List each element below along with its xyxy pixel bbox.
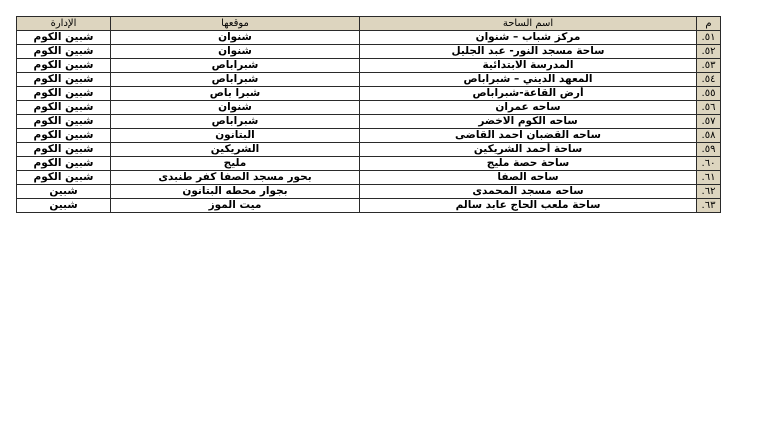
- square-name-cell: ساحه القضبان احمد القاضى: [360, 129, 697, 143]
- square-name-cell: أرض القاعة-شبراباص: [360, 87, 697, 101]
- header-num: م: [697, 17, 721, 31]
- location-cell: الشريكين: [111, 143, 360, 157]
- square-name-cell: ساحه الصفا: [360, 171, 697, 185]
- square-name-cell: المدرسة الابتدائية: [360, 59, 697, 73]
- square-name-cell: ساحة حصة مليج: [360, 157, 697, 171]
- row-number-cell: ٦١.: [697, 171, 721, 185]
- admin-cell: شبين الكوم: [17, 31, 111, 45]
- table-row: [17, 87, 721, 101]
- location-cell: شبراباص: [111, 59, 360, 73]
- row-number-cell: ٥٥.: [697, 87, 721, 101]
- document-page: [16, 16, 720, 213]
- row-number-cell: ٥٦.: [697, 101, 721, 115]
- location-cell: بجوار محطه البتانون: [111, 185, 360, 199]
- table-row: [17, 185, 721, 199]
- table-row: [17, 143, 721, 157]
- square-name-cell: المعهد الديني – شبراباص: [360, 73, 697, 87]
- table-row: [17, 115, 721, 129]
- admin-cell: شبين الكوم: [17, 171, 111, 185]
- location-cell: مليج: [111, 157, 360, 171]
- table-row: [17, 31, 721, 45]
- table-row: [17, 59, 721, 73]
- admin-cell: شبين الكوم: [17, 73, 111, 87]
- admin-cell: شبين الكوم: [17, 59, 111, 73]
- location-cell: شنوان: [111, 101, 360, 115]
- square-name-cell: ساحه عمران: [360, 101, 697, 115]
- table-body: [17, 31, 721, 213]
- square-name-cell: ساحة ملعب الحاج عابد سالم: [360, 199, 697, 213]
- square-name-cell: ساحة مسجد النور- عبد الجليل: [360, 45, 697, 59]
- table-row: [17, 171, 721, 185]
- location-cell: ميت الموز: [111, 199, 360, 213]
- squares-table: [16, 16, 721, 213]
- table-row: [17, 129, 721, 143]
- admin-cell: شبين الكوم: [17, 157, 111, 171]
- table-row: [17, 73, 721, 87]
- square-name-cell: مركز شباب – شنوان: [360, 31, 697, 45]
- row-number-cell: ٥٢.: [697, 45, 721, 59]
- admin-cell: شبين الكوم: [17, 129, 111, 143]
- square-name-cell: ساحه مسجد المحمدى: [360, 185, 697, 199]
- admin-cell: شبين الكوم: [17, 143, 111, 157]
- location-cell: شبراباص: [111, 73, 360, 87]
- admin-cell: شبين الكوم: [17, 45, 111, 59]
- header-admin: الإدارة: [17, 17, 111, 31]
- header-location: موقعها: [111, 17, 360, 31]
- table-row: [17, 157, 721, 171]
- table-row: [17, 101, 721, 115]
- location-cell: بحور مسجد الصفا كفر طنبدى: [111, 171, 360, 185]
- row-number-cell: ٦٠.: [697, 157, 721, 171]
- admin-cell: شبين الكوم: [17, 87, 111, 101]
- table-row: [17, 199, 721, 213]
- location-cell: شبراباص: [111, 115, 360, 129]
- row-number-cell: ٥٤.: [697, 73, 721, 87]
- row-number-cell: ٥٣.: [697, 59, 721, 73]
- location-cell: شبرا باص: [111, 87, 360, 101]
- table-header-row: [17, 17, 721, 31]
- admin-cell: شبين: [17, 199, 111, 213]
- location-cell: شنوان: [111, 31, 360, 45]
- table-row: [17, 45, 721, 59]
- row-number-cell: ٥٨.: [697, 129, 721, 143]
- admin-cell: شبين: [17, 185, 111, 199]
- row-number-cell: ٥٧.: [697, 115, 721, 129]
- location-cell: البتانون: [111, 129, 360, 143]
- square-name-cell: ساحة أحمد الشريكين: [360, 143, 697, 157]
- row-number-cell: ٦٣.: [697, 199, 721, 213]
- row-number-cell: ٥١.: [697, 31, 721, 45]
- admin-cell: شبين الكوم: [17, 101, 111, 115]
- row-number-cell: ٦٢.: [697, 185, 721, 199]
- header-name: اسم الساحة: [360, 17, 697, 31]
- square-name-cell: ساحه الكوم الاخضر: [360, 115, 697, 129]
- location-cell: شنوان: [111, 45, 360, 59]
- row-number-cell: ٥٩.: [697, 143, 721, 157]
- admin-cell: شبين الكوم: [17, 115, 111, 129]
